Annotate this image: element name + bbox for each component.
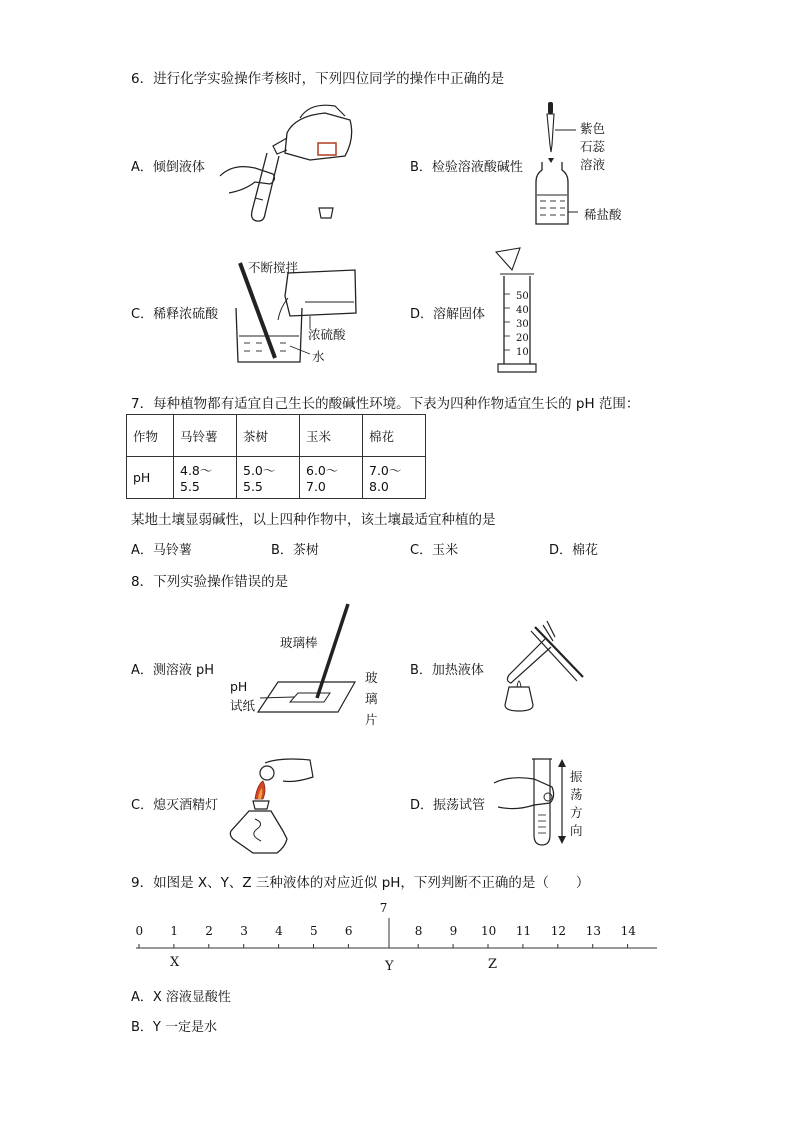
marker-z: Z <box>488 957 498 972</box>
q7-sub-question: 某地土壤显弱碱性，以上四种作物中，该土壤最适宜种植的是 <box>131 512 496 528</box>
shake-direction-3: 方 <box>570 805 583 820</box>
ph-tick-label: 14 <box>620 924 636 938</box>
litmus-label-3: 溶液 <box>580 157 606 172</box>
q7-option-b: B．茶树 <box>271 543 319 558</box>
q8-stem: 8．下列实验操作错误的是 <box>131 574 289 590</box>
litmus-label-1: 紫色 <box>580 121 606 136</box>
table-cell: 7.0～8.0 <box>363 457 426 499</box>
ph-tick-label: 1 <box>170 924 179 938</box>
table-cell: 4.8～5.5 <box>174 457 237 499</box>
ph-tick-label: 13 <box>585 924 601 938</box>
q7-option-d: D．棉花 <box>549 543 599 558</box>
q6-stem: 6．进行化学实验操作考核时，下列四位同学的操作中正确的是 <box>131 71 505 87</box>
cylinder-tick-30: 30 <box>516 319 529 330</box>
ph-tick-label: 3 <box>240 924 248 938</box>
table-cell: 6.0～7.0 <box>300 457 363 499</box>
water-label: 水 <box>312 349 325 364</box>
hcl-label: 稀盐酸 <box>584 207 622 222</box>
table-cell: 马铃薯 <box>174 415 237 457</box>
table-cell: 玉米 <box>300 415 363 457</box>
ph-tick-label: 4 <box>275 924 283 938</box>
glass-slide-label-2: 璃 <box>365 691 378 706</box>
ph-tick-label: 12 <box>550 924 567 938</box>
glass-slide-label-3: 片 <box>365 712 378 727</box>
ph-tick-label: 6 <box>344 924 353 938</box>
q9-option-a: A．X 溶液显酸性 <box>131 990 231 1005</box>
table-cell: pH <box>127 457 174 499</box>
ph-tick-label: 8 <box>414 924 423 938</box>
q7-option-c: C．玉米 <box>410 543 459 558</box>
ph-paper-label-1: pH <box>230 679 248 694</box>
table-cell: 棉花 <box>363 415 426 457</box>
table-cell: 5.0～5.5 <box>237 457 300 499</box>
glass-rod-label: 玻璃棒 <box>280 635 318 650</box>
ph-paper-label-2: 试纸 <box>230 698 256 713</box>
q8-option-c: C．熄灭酒精灯 <box>131 798 219 813</box>
glass-slide-label-1: 玻 <box>365 670 378 685</box>
conc-acid-label: 浓硫酸 <box>308 327 346 342</box>
q7-option-a: A．马铃薯 <box>131 543 192 558</box>
table-cell: 作物 <box>127 415 174 457</box>
ph-tick-label: 5 <box>310 924 318 938</box>
cylinder-tick-10: 10 <box>516 347 529 358</box>
q7-stem: 7．每种植物都有适宜自己生长的酸碱性环境。下表为四种作物适宜生长的 pH 范围： <box>131 396 640 412</box>
ph-tick-label: 11 <box>515 924 532 938</box>
q8-option-b: B．加热液体 <box>410 663 484 678</box>
marker-x: X <box>170 955 180 970</box>
cylinder-tick-40: 40 <box>516 305 529 316</box>
shake-direction-2: 荡 <box>570 787 583 802</box>
table-cell: 茶树 <box>237 415 300 457</box>
cylinder-tick-50: 50 <box>516 291 529 302</box>
q6-option-a: A．倾倒液体 <box>131 160 205 175</box>
q9-stem: 9．如图是 X、Y、Z 三种液体的对应近似 pH，下列判断不正确的是（ ） <box>131 875 590 891</box>
q8-option-d: D．振荡试管 <box>410 798 486 813</box>
ph-tick-label: 0 <box>135 924 144 938</box>
q8-option-a: A．测溶液 pH <box>131 663 215 678</box>
q6-option-d: D．溶解固体 <box>410 307 486 322</box>
marker-y: Y <box>385 959 394 974</box>
q6-option-c: C．稀释浓硫酸 <box>131 307 219 322</box>
ph-tick-label: 9 <box>449 924 458 938</box>
stir-label: 不断搅拌 <box>248 260 299 275</box>
shake-direction-4: 向 <box>570 823 583 838</box>
q6-option-b: B．检验溶液酸碱性 <box>410 160 523 175</box>
cylinder-tick-20: 20 <box>516 333 529 344</box>
litmus-label-2: 石蕊 <box>580 139 606 154</box>
shake-direction-1: 振 <box>570 769 583 784</box>
ph-tick-label: 2 <box>205 924 213 938</box>
ph-tick-label: 7 <box>379 901 388 915</box>
ph-tick-label: 10 <box>481 924 497 938</box>
q9-option-b: B．Y 一定是水 <box>131 1020 217 1035</box>
